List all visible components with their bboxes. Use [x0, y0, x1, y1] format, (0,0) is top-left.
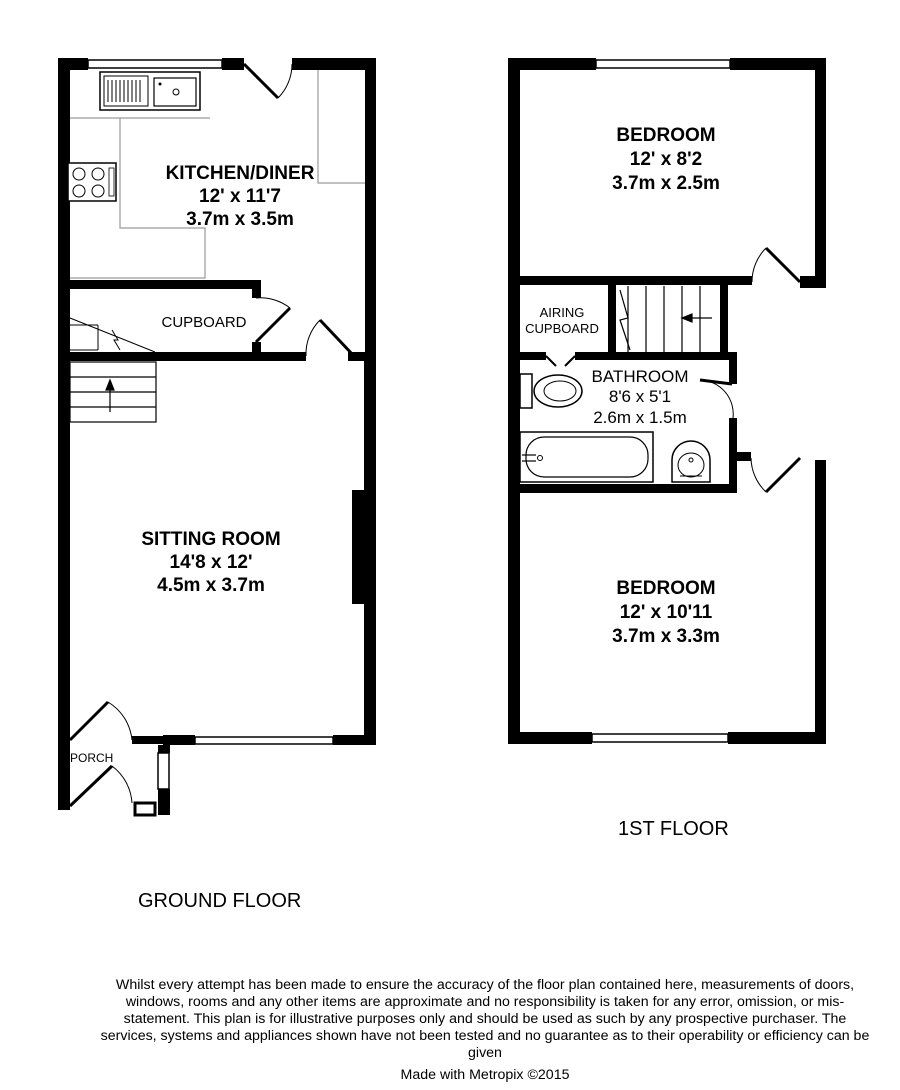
disclaimer-text: Whilst every attempt has been made to ensure the accuracy of the floor plan contained here, measurements of doors, windows, rooms and any other items are approximate and no responsibility is taken for any error, omission, or mis-statement. This plan is for illustrative purposes only and should be used as such by any prospective purchaser. The services, systems and appliances shown have not been tested and no guarantee as to their operability or efficiency can be given [100, 977, 870, 1061]
basin-icon [672, 441, 710, 482]
kitchen-name: KITCHEN/DINER [165, 163, 315, 184]
first-floor-stairs-icon [620, 286, 712, 352]
stairs-icon [70, 362, 156, 422]
bath-icon [520, 432, 653, 482]
first-floor-label: 1ST FLOOR [618, 818, 729, 840]
ground-floor-plan [58, 58, 376, 815]
airing-line2: CUPBOARD [525, 321, 599, 336]
first-floor-plan [508, 58, 826, 744]
porch-label: PORCH [70, 751, 114, 765]
sitting-room-imperial: 14'8 x 12' [169, 552, 253, 573]
airing-cupboard-label [525, 305, 599, 336]
bedroom-bottom-imperial: 12' x 10'11 [619, 602, 713, 623]
airing-line1: AIRING [539, 305, 585, 320]
bedroom-top-imperial: 12' x 8'2 [629, 149, 703, 170]
sitting-room-metric: 4.5m x 3.7m [157, 575, 265, 596]
bedroom-bottom-metric: 3.7m x 3.3m [612, 626, 720, 647]
bedroom-top-metric: 3.7m x 2.5m [612, 173, 720, 194]
sitting-room-name: SITTING ROOM [141, 529, 281, 550]
hob-icon [68, 163, 116, 201]
toilet-icon [520, 374, 582, 408]
bedroom-top-label [612, 125, 720, 194]
sitting-room-label [141, 529, 280, 596]
cupboard-label: CUPBOARD [161, 314, 247, 331]
bedroom-bottom-name: BEDROOM [616, 578, 716, 599]
bedroom-top-name: BEDROOM [616, 125, 716, 146]
credit-text: Made with Metropix ©2015 [400, 1067, 570, 1083]
bathroom-label [592, 367, 689, 427]
kitchen-metric: 3.7m x 3.5m [186, 209, 294, 230]
bathroom-imperial: 8'6 x 5'1 [608, 387, 672, 406]
bathroom-metric: 2.6m x 1.5m [593, 408, 687, 427]
kitchen-imperial: 12' x 11'7 [199, 186, 281, 207]
understairs-icon [70, 318, 155, 352]
ground-floor-label: GROUND FLOOR [138, 890, 302, 912]
bathroom-name: BATHROOM [591, 367, 689, 386]
bedroom-bottom-label [612, 578, 720, 647]
sink-icon [100, 72, 200, 110]
kitchen-label [166, 163, 315, 230]
